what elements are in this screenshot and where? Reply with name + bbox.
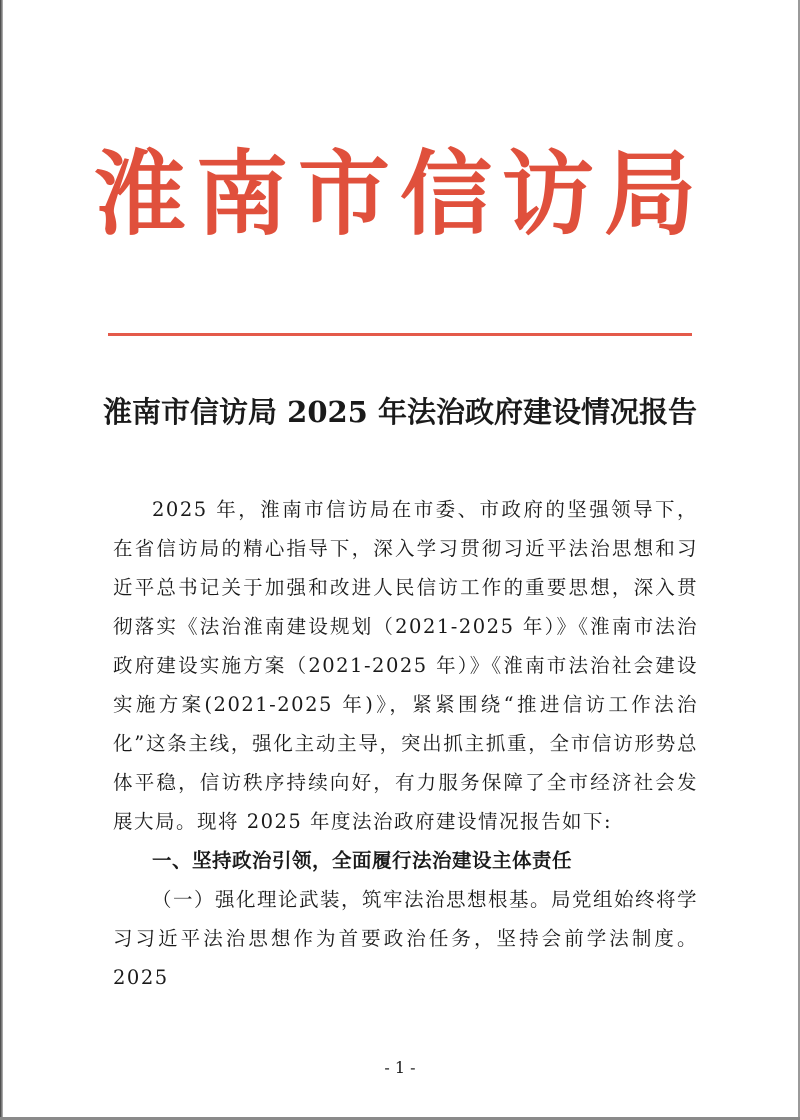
body-paragraph: （一）强化理论武装，筑牢法治思想根基。局党组始终将学习习近平法治思想作为首要政治任务，坚持会前学法制度。2025	[113, 888, 699, 989]
document-title: 淮南市信访局 2025 年法治政府建设情况报告	[103, 395, 697, 429]
letterhead-divider	[108, 333, 692, 336]
body-paragraph: 2025 年，淮南市信访局在市委、市政府的坚强领导下，在省信访局的精心指导下，深入学习贯彻习近平法治思想和习近平总书记关于加强和改进人民信访工作的重要思想，深入贯彻落实《法治淮南建设规划（2021-2025 年）》《淮南市法治政府建设实施方案（2021-2025 年）》《淮南市法治社会建设实施方案(2021-2025 年)》，紧紧围绕“推进信访工作法治化”这条主线，强化主动主导，突出抓主抓重，全市信访形势总体平稳，信访秩序持续向好，有力服务保障了全市经济社会发展大局。现将 2025 年度法治政府建设情况报告如下:	[113, 498, 698, 833]
section-heading: 一、坚持政治引领，全面履行法治建设主体责任	[152, 849, 573, 872]
letterhead-title: 淮南市信访局	[93, 141, 706, 248]
page-number: - 1 -	[384, 1058, 416, 1077]
document-body	[113, 490, 698, 997]
